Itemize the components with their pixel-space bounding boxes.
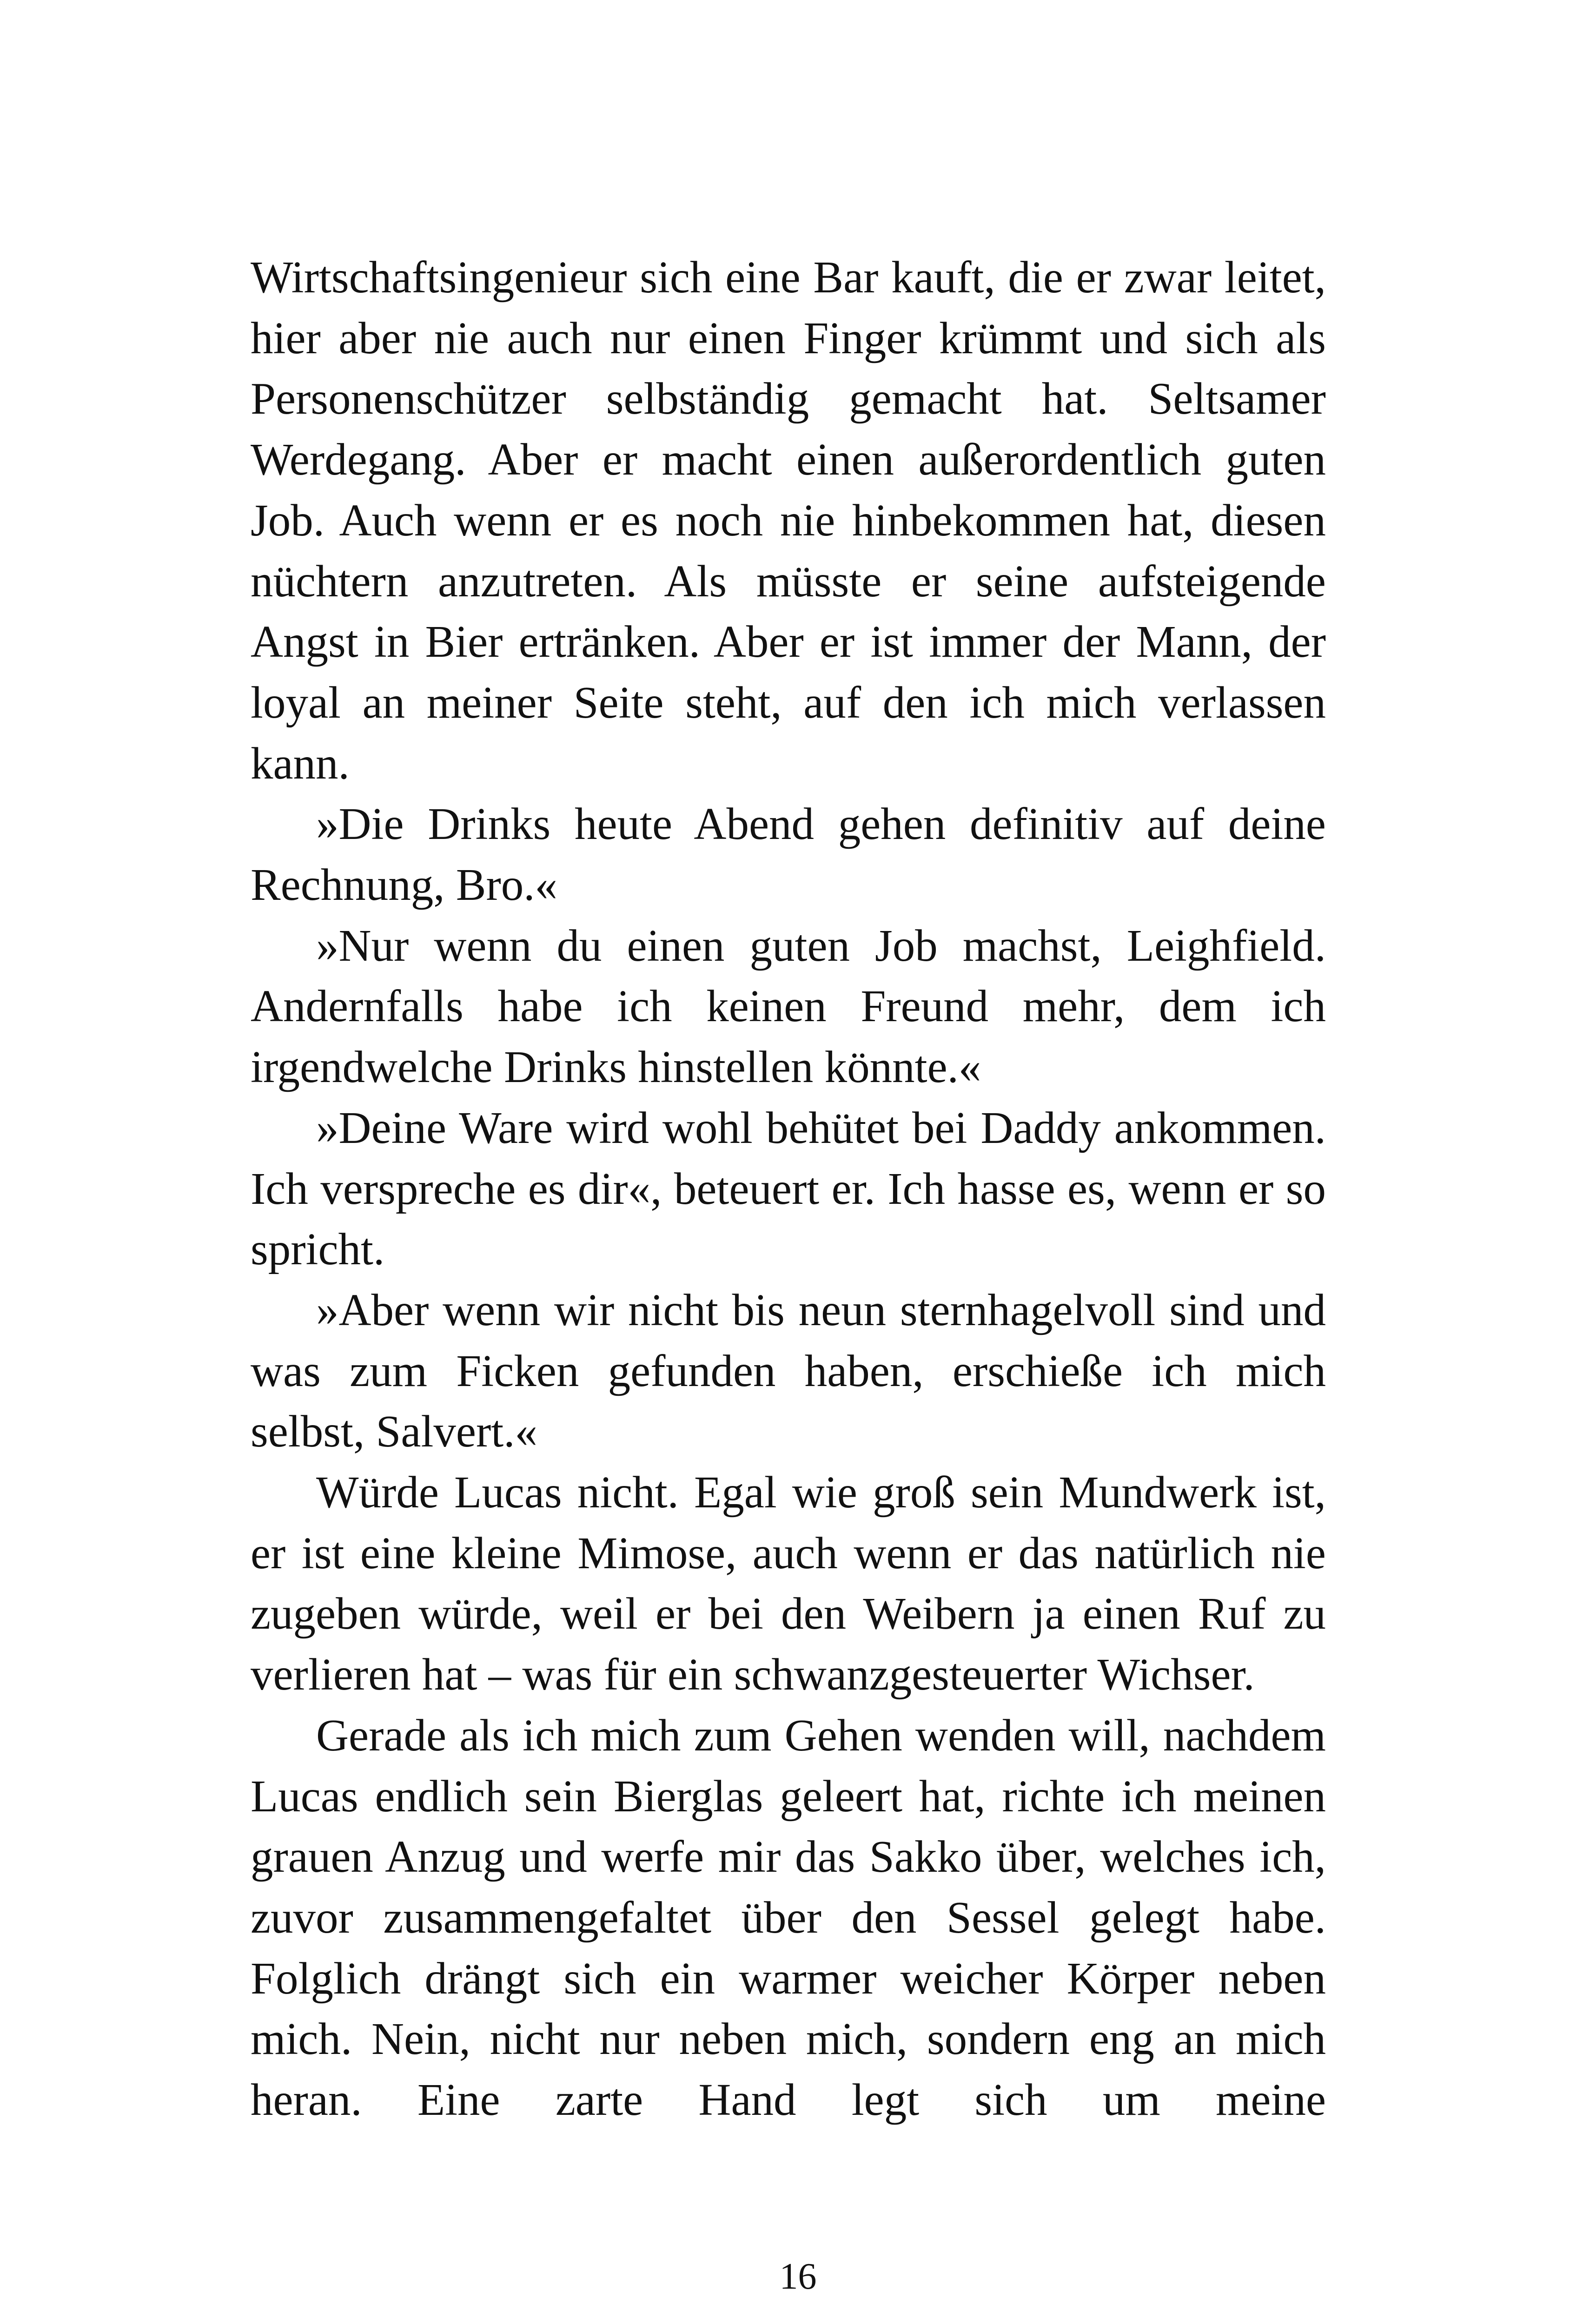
paragraph-lucas: Würde Lucas nicht. Egal wie groß sein Mundwerk ist, er ist eine kleine Mimose, auch wenn er das natürlich nie zugeben würde, weil er bei den Weibern ja einen Ruf zu verlieren hat – was für ein schwanzgesteuerter Wichser. <box>251 1467 1326 1700</box>
paragraph-continued: Wirtschaftsingenieur sich eine Bar kauft, die er zwar leitet, hier aber nie auch nur einen Finger krümmt und sich als Personenschützer selbständig gemacht hat. Seltsamer Werdegang. Aber er macht einen außerordentlich guten Job. Auch wenn er es noch nie hinbekommen hat, diesen nüchtern anzutreten. Als müsste er seine aufsteigende Angst in Bier ertränken. Aber er ist immer der Mann, der loyal an meiner Seite steht, auf den ich mich verlassen kann. <box>251 252 1326 788</box>
paragraph-dialogue-ware: »Deine Ware wird wohl behütet bei Daddy ankommen. Ich verspreche es dir«, beteuert er. Ich hasse es, wenn er so spricht. <box>251 1103 1326 1274</box>
page-number: 16 <box>779 2256 817 2297</box>
paragraph-dialogue-neun: »Aber wenn wir nicht bis neun sternhagelvoll sind und was zum Ficken gefunden haben, erschieße ich mich selbst, Salvert.« <box>251 1285 1326 1457</box>
paragraph-dialogue-job: »Nur wenn du einen guten Job machst, Leighfield. Andernfalls habe ich keinen Freund mehr, dem ich irgendwelche Drinks hinstellen könnte.« <box>251 920 1326 1092</box>
paragraph-dialogue-drinks: »Die Drinks heute Abend gehen definitiv auf deine Rechnung, Bro.« <box>251 799 1326 910</box>
paragraph-gerade: Gerade als ich mich zum Gehen wenden will, nachdem Lucas endlich sein Bierglas geleert hat, richte ich meinen grauen Anzug und werfe mir das Sakko über, welches ich, zuvor zusammengefaltet über den Sessel gelegt habe. Folglich drängt sich ein warmer weicher Körper neben mich. Nein, nicht nur neben mich, sondern eng an mich heran. Eine zarte Hand legt sich um meine <box>251 1710 1326 2125</box>
body-text <box>251 247 1326 2131</box>
